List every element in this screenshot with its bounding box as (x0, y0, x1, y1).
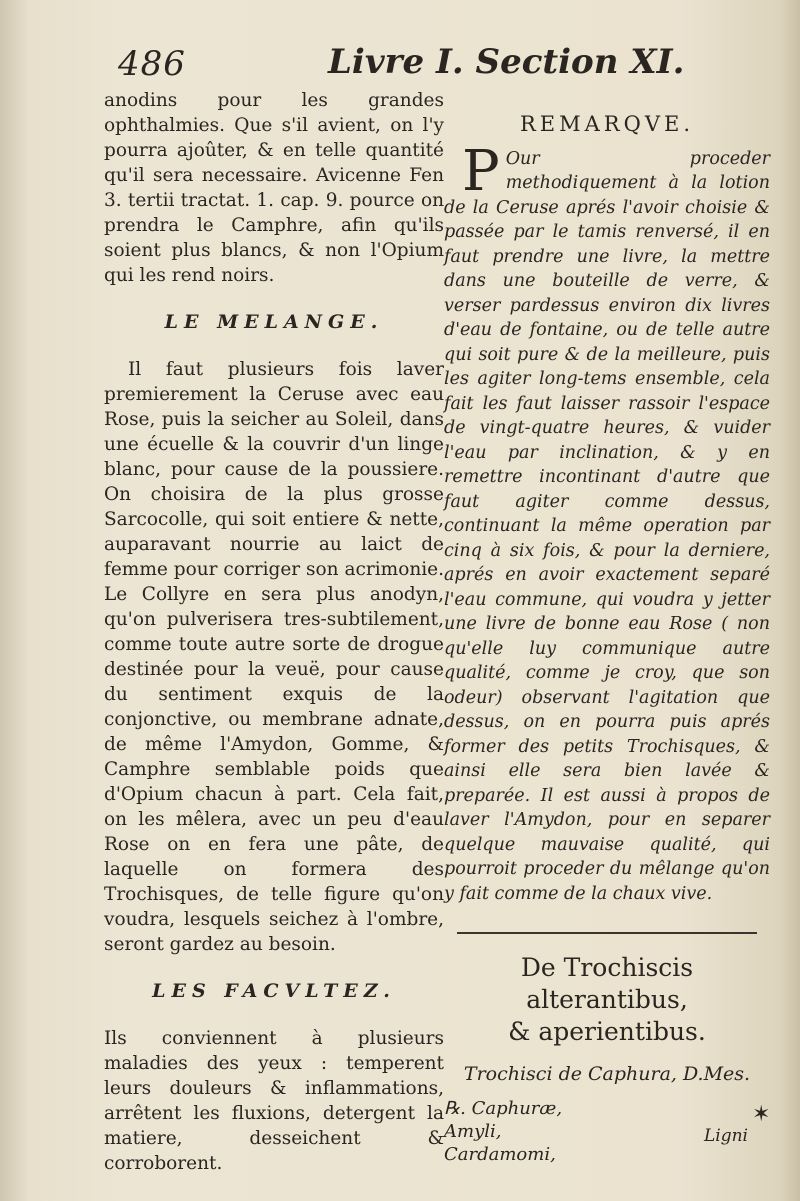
remarque-text: Our proceder methodiquement à la lotion de la Ceruse aprés l'avoir choisie & passée par le tamis renversé, il en faut prendre une livre, la mettre dans une bouteille de verre, & verser pardessus environ dix livres d'eau de fontaine, ou de telle autre qui soit pure & de la meilleure, puis les agiter long-tems ensemble, cela fait les faut laisser rassoir l'espace de vingt-quatre heures, & vuider l'eau par inclination, & y en remettre incontinant d'autre que faut agiter comme dessus, continuant la même operation par cinq à six fois, & pour la derniere, aprés en avoir exactement separé l'eau commune, qui voudra y jetter une livre de bonne eau Rose ( non qu'elle luy communique autre qualité, comme je croy, que son odeur) observant l'agitation que dessus, on en pourra puis aprés former des petits Trochisques, & ainsi elle sera bien lavée & preparée. Il est aussi à propos de laver l'Amydon, pour en separer quelque mauvaise qualité, qui pourroit proceder du mêlange qu'on y fait comme de la chaux vive. (444, 148, 770, 904)
paragraph-facultez: Ils conviennent à plusieurs maladies des yeux : temperent leurs douleurs & inflammations, arrêtent les fluxions, detergent la matiere, desseichent & corroborent. (104, 1028, 444, 1174)
asterisk-mark-icon: ✶ (752, 1102, 771, 1127)
running-title: Livre I. Section XI. (328, 42, 685, 82)
ingredient-item: Cardamomi, (444, 1143, 556, 1165)
section-divider (457, 932, 757, 934)
page-header (112, 40, 685, 90)
right-column (444, 112, 770, 1166)
drop-cap: P (462, 138, 500, 204)
paragraph-melange: Il faut plusieurs fois laver premierement la Ceruse avec eau Rose, puis la seicher au Soleil, dans une écuelle & la couvrir d'un linge blanc, pour cause de la poussiere. On choisira de la plus grosse Sarcocolle, qui soit entiere & nette, auparavant nourrie au laict de femme pour corriger son acrimonie. Le Collyre en sera plus anodyn, qu'on pulverisera tres-subtilement, comme toute autre sorte de drogue destinée pour la veuë, pour cause du sentiment exquis de la conjonctive, ou membrane adnate, de même l'Amydon, Gomme, & Camphre semblable poids que d'Opium chacun à part. Cela fait, on les mêlera, avec un peu d'eau Rose on en fera une pâte, de laquelle on formera des Trochisques, de telle figure qu'on voudra, lesquels seichez à l'ombre, seront gardez au besoin. (104, 359, 444, 955)
paragraph-remarque (444, 138, 770, 907)
section-title-line2: & aperientibus. (508, 1017, 706, 1046)
section-title-line1: De Trochiscis alterantibus, (520, 953, 694, 1014)
ingredient-item: Amyli, (444, 1120, 502, 1142)
ingredient-item: ℞. Caphuræ, (444, 1097, 563, 1119)
recipe-title: Trochisci de Caphura, D.Mes. (463, 1063, 751, 1085)
page-number: 486 (118, 44, 186, 84)
heading-les-facultez: LES FACVLTEZ. (152, 980, 396, 1002)
left-column (104, 88, 444, 1176)
catchword: Ligni (704, 1126, 748, 1146)
heading-remarque: REMARQVE. (519, 112, 694, 136)
paragraph-anodins: anodins pour les grandes ophthalmies. Que s'il avient, on l'y pourra ajoûter, & en telle quantité qu'il sera necessaire. Avicenne Fen 3. tertii tractat. 1. cap. 9. pource on prendra le Camphre, afin qu'ils soient plus blancs, & non l'Opium qui les rend noirs. (104, 90, 444, 286)
heading-le-melange: LE MELANGE. (164, 311, 384, 333)
